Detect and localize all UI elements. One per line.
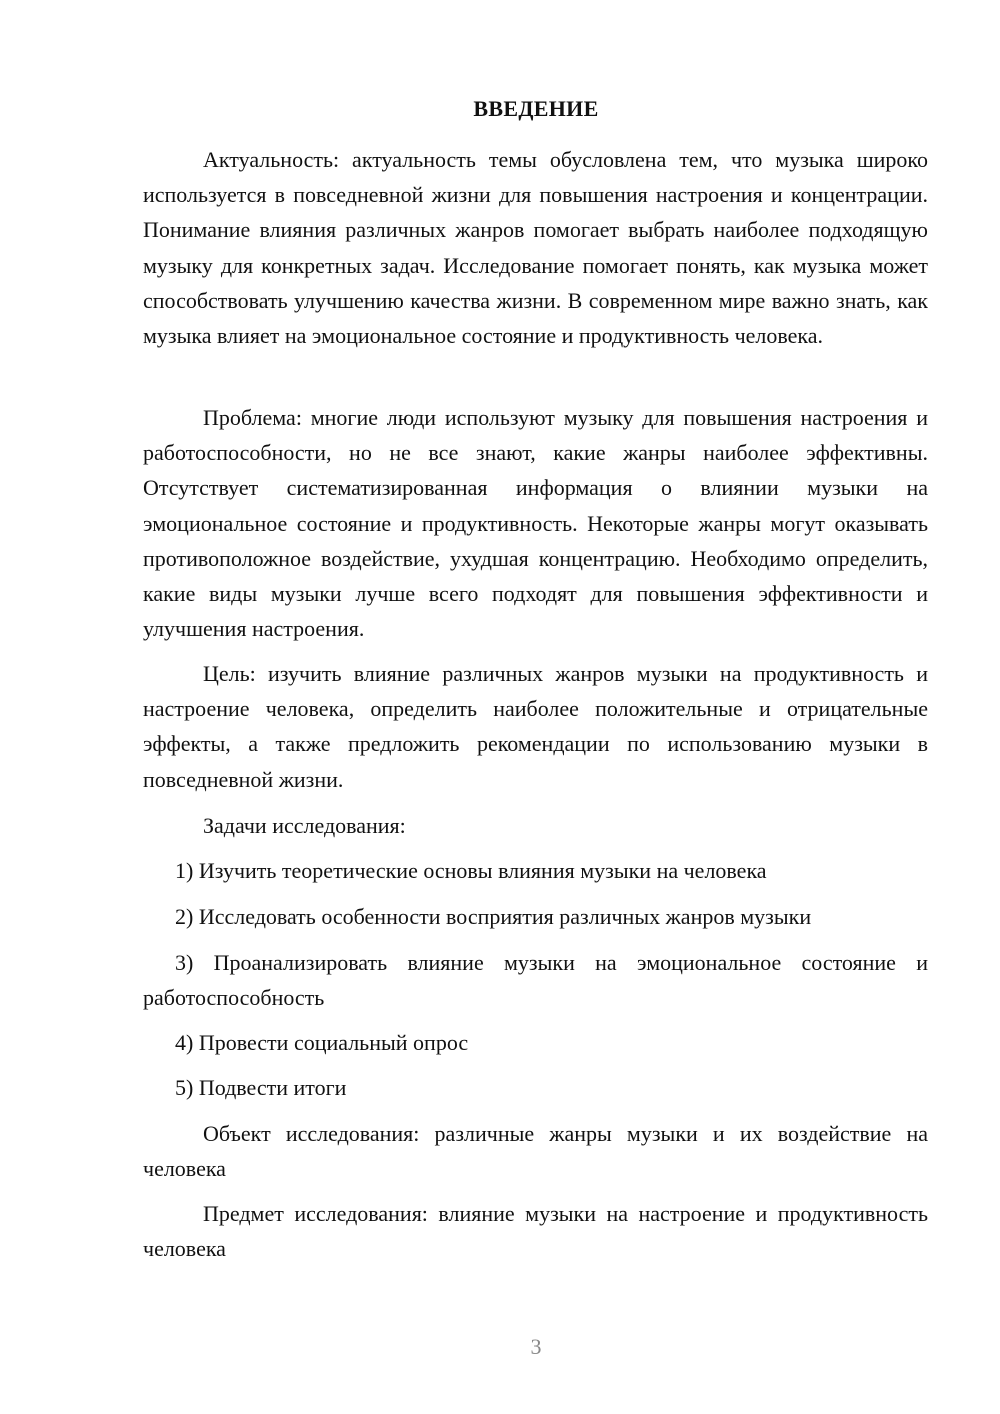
page-title: ВВЕДЕНИЕ	[473, 96, 599, 121]
goal-paragraph: Цель: изучить влияние различных жанров музыки на продуктивность и настроение человека, определить наиболее положительные и отрицательные эффекты, а также предложить рекомендации по использованию музыки в повседневной жизни.	[143, 661, 928, 792]
task-item: 4) Провести социальный опрос	[175, 1030, 469, 1055]
task-item: 2) Исследовать особенности восприятия различных жанров музыки	[175, 904, 812, 929]
research-subject-paragraph: Предмет исследования: влияние музыки на настроение и продуктивность человека	[143, 1201, 928, 1262]
relevance-paragraph: Актуальность: актуальность темы обусловлена тем, что музыка широко используется в повседневной жизни для повышения настроения и концентрации. Понимание влияния различных жанров помогает выбрать наиболее подходящую музыку для конкретных задач. Исследование помогает понять, как музыка может способствовать улучшению качества жизни. В современном мире важно знать, как музыка влияет на эмоциональное состояние и продуктивность человека.	[143, 147, 928, 349]
task-item: 5) Подвести итоги	[175, 1075, 347, 1100]
tasks-heading: Задачи исследования:	[203, 813, 406, 838]
research-object-paragraph: Объект исследования: различные жанры музыки и их воздействие на человека	[143, 1121, 928, 1182]
task-item: 1) Изучить теоретические основы влияния музыки на человека	[175, 858, 767, 883]
task-item: 3) Проанализировать влияние музыки на эмоциональное состояние и работоспособность	[143, 950, 928, 1011]
page-number: 3	[530, 1334, 542, 1359]
problem-paragraph: Проблема: многие люди используют музыку для повышения настроения и работоспособности, но не все знают, какие жанры наиболее эффективны. Отсутствует систематизированная информация о влиянии музыки на эмоциональное состояние и продуктивность. Некоторые жанры могут оказывать противоположное воздействие, ухудшая концентрацию. Необходимо определить, какие виды музыки лучше всего подходят для повышения эффективности и улучшения настроения.	[143, 405, 928, 642]
